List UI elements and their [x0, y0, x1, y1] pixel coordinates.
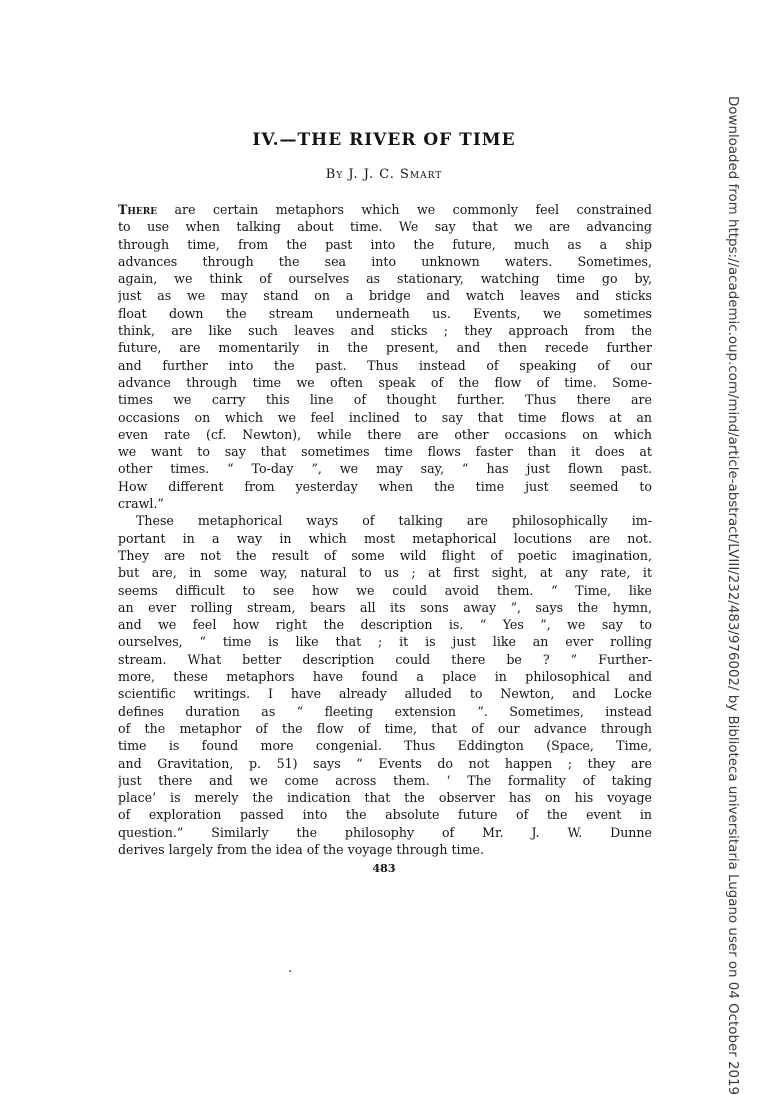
text-line: stream. What better description could there be ? ” Further-: [118, 651, 652, 667]
text-line: advance through time we often speak of the flow of time. Some-: [118, 374, 652, 390]
text-line: through time, from the past into the future, much as a ship: [118, 236, 652, 252]
text-line: [118, 201, 652, 218]
text-line: to use when talking about time. We say that we are advancing: [118, 219, 652, 235]
text-line: seems difficult to see how we could avoid them. “ Time, like: [118, 582, 652, 598]
text-line: float down the stream underneath us. Events, we sometimes: [118, 305, 652, 321]
text-line: an ever rolling stream, bears all its sons away ”, says the hymn,: [118, 599, 652, 615]
text-line: defines duration as “ fleeting extension ”. Sometimes, instead: [118, 703, 652, 719]
text-line: just as we may stand on a bridge and watch leaves and sticks: [118, 288, 652, 304]
text-line: just there and we come across them. ‘ The formality of taking: [118, 772, 652, 788]
text-line: They are not the result of some wild flight of poetic imagination,: [118, 547, 652, 563]
byline: [0, 167, 768, 182]
text-line: advances through the sea into unknown waters. Sometimes,: [118, 253, 652, 269]
text-line: These metaphorical ways of talking are philosophically im-: [136, 513, 652, 529]
article-title: IV.—THE RIVER OF TIME: [252, 130, 516, 150]
text-line: more, these metaphors have found a place in philosophical and: [118, 669, 652, 685]
text-line: of exploration passed into the absolute future of the event in: [118, 807, 652, 823]
text-line: other times. “ To-day ”, we may say, “ has just flown past.: [118, 461, 652, 477]
text-line: and further into the past. Thus instead of speaking of our: [118, 357, 652, 373]
watermark-text: Downloaded from https://academic.oup.com/mind/article-abstract/LVIII/232/483/976002/ by Biblioteca universitaria Lugano user on 04 October 2019: [725, 96, 740, 1095]
page-number: 483: [372, 862, 396, 875]
text-line: place’ is merely the indication that the observer has on his voyage: [118, 790, 652, 806]
text-line: but are, in some way, natural to us ; at first sight, at any rate, it: [118, 565, 652, 581]
text-line: even rate (cf. Newton), while there are other occasions on which: [118, 426, 652, 442]
text-line: again, we think of ourselves as stationary, watching time go by,: [118, 271, 652, 287]
text-line: crawl.”: [118, 496, 164, 512]
paragraph-2: [118, 512, 652, 858]
byline-prefix: By: [325, 167, 344, 182]
article-body: [118, 201, 652, 858]
print-speck: [289, 970, 291, 972]
text-line: question.” Similarly the philosophy of Mr. J. W. Dunne: [118, 824, 652, 840]
text-line: times we carry this line of thought further. Thus there are: [118, 392, 652, 408]
text-line: time is found more congenial. Thus Eddington (Space, Time,: [118, 738, 652, 754]
text-line: derives largely from the idea of the voyage through time.: [118, 841, 484, 857]
text-line: think, are like such leaves and sticks ; they approach from the: [118, 323, 652, 339]
text-line: of the metaphor of the flow of time, that of our advance through: [118, 720, 652, 736]
text-line: future, are momentarily in the present, and then recede further: [118, 340, 652, 356]
text-line: portant in a way in which most metaphorical locutions are not.: [118, 530, 652, 546]
text-line: occasions on which we feel inclined to say that time flows at an: [118, 409, 652, 425]
lead-word: There: [118, 202, 158, 217]
text-line: and we feel how right the description is. “ Yes ”, we say to: [118, 617, 652, 633]
text-line: and Gravitation, p. 51) says “ Events do not happen ; they are: [118, 755, 652, 771]
download-watermark: [724, 96, 744, 1095]
byline-author: J. J. C. Smart: [348, 167, 443, 182]
text-line: ourselves, “ time is like that ; it is just like an ever rolling: [118, 634, 652, 650]
text-line: we want to say that sometimes time flows faster than it does at: [118, 444, 652, 460]
text-line: How different from yesterday when the time just seemed to: [118, 478, 652, 494]
line-text: are certain metaphors which we commonly feel constrained: [157, 202, 652, 217]
paragraph-1: [118, 201, 652, 512]
text-line: scientific writings. I have already alluded to Newton, and Locke: [118, 686, 652, 702]
